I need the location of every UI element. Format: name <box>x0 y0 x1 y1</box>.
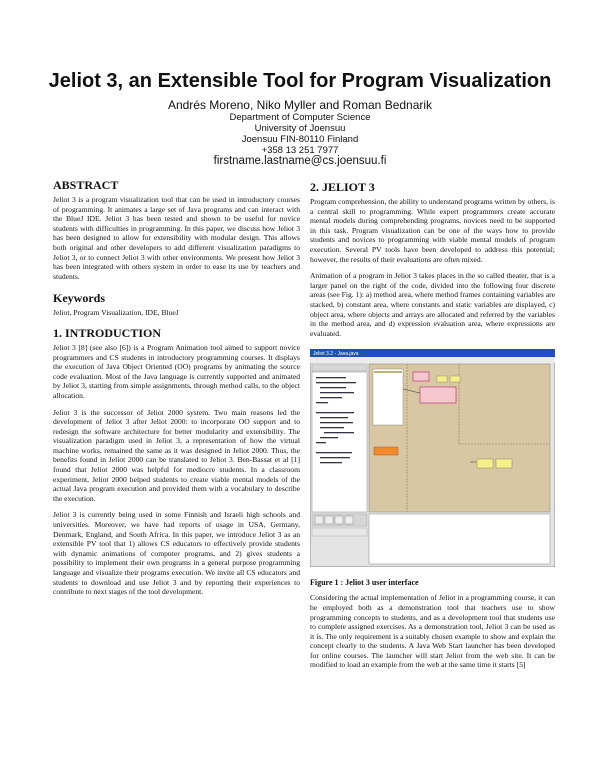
section2-paragraph-3: Considering the actual implementation of Jeliot in a programming course, it can be employed both as a demonstration tool that teachers use to show programming concepts to students, and as a development tool that students use to complete assigned exercises. As a demonstration tool, Jeliot 3 can be used as it is. The only requirement is a suitably chosen example to show and explain the concept clearly to the students. A Java Web Start launcher has been developed for online courses. The launcher will start Jeliot from the web site. It can be modified to load an example from the web at the same time it starts [5] <box>310 593 555 670</box>
section2-heading: 2. JELIOT 3 <box>310 180 375 194</box>
section2-paragraph-1: Program comprehension, the ability to understand programs written by others, is a central skill to programming. While expert programmers create accurate mental models during comprehending programs, novices need to be supported in this task. Program visualization can be one of the ways how to provide students and novices to programming with viable mental models of program execution. Several PV tools have been developed to address this potential; however, the results of their evaluations are often mixed. <box>310 197 555 264</box>
abstract-text: Jeliot 3 is a program visualization tool that can be used in introductory courses of programming. It animates a large set of Java programs and can interact with the BlueJ IDE. Jeliot 3 has been tested and shown to be useful for novice students with difficulties in programming. In this paper, we discuss how Jeliot 3 has been designed to allow for extensibility with modular design. This allows both original and other developers to add different visualization paradigms to Jeliot 3, or to connect Jeliot 3 with other environments. We present how Jeliot 3 has been integrated with others system in order to ease its use by teachers and students. <box>53 195 300 281</box>
object-box-large <box>420 387 456 403</box>
affiliation-address: Joensuu FIN-80110 Finland <box>241 134 359 145</box>
constant-value <box>374 447 398 455</box>
method-area-frame <box>373 369 403 425</box>
intro-paragraph-1: Jeliot 3 [8] (see also [6]) is a Program Animation tool aimed to support novice programmers and CS students in introductory programming courses. It displays the execution of Java Object Oriented (OO) programs by animating the source code evaluation. Most of the Java language is currently supported and animated by Jeliot 3, starting from simple assignments, through method calls, to the object allocation. <box>53 342 300 400</box>
affiliation-phone: +358 13 251 7977 <box>261 145 339 156</box>
paper-title: Jeliot 3, an Extensible Tool for Program Visualization <box>48 70 552 92</box>
left-column <box>53 172 300 604</box>
window-title: Jeliot 3.2 - Java.java <box>313 351 359 358</box>
right-column <box>310 172 555 677</box>
expression-value <box>477 459 493 468</box>
email: firstname.lastname@cs.joensuu.fi <box>213 155 387 167</box>
authors: Andrés Moreno, Niko Myller and Roman Bednarik <box>167 98 433 112</box>
introduction-heading: 1. INTRODUCTION <box>53 325 162 340</box>
output-console <box>369 514 550 564</box>
affiliation-university: University of Joensuu <box>254 123 346 134</box>
keywords-text: Jeliot, Program Visualization, IDE, BlueJ <box>53 308 179 318</box>
affiliation-department: Department of Computer Science <box>229 112 371 123</box>
keywords-heading: Keywords <box>53 291 105 306</box>
intro-paragraph-3: Jeliot 3 is currently being used in some Finnish and Israeli high schools and universities. Moreover, we have had reports of usage in USA, Germany, Denmark, England, and South Africa. In this paper, we introduce Jeliot 3 as an extensible PV tool that 1) allows CS educators to effectively provide students with dynamic animations of computer programs, and 2) gives students a possibility to implement their own programs in a general purpose programming language and visualize their programs execution. We invite all CS educators and students to download and use Jeliot 3 and by reporting their experiences to contribute to next stages of the tool development. <box>53 510 300 597</box>
figure-caption: Figure 1 : Jeliot 3 user interface <box>310 578 419 588</box>
jeliot-screenshot-figure <box>310 349 555 567</box>
intro-paragraph-2: Jeliot 3 is the successor of Jeliot 2000 system. Two main reasons led the development of Jeliot 3 after Jeliot 2000: to incorporate OO support and to redesign the software architecture for better modularity and extensibility. The visualization paradigm used in Jeliot 3, a representation of how the virtual machine works, remained the same as it was designed in Jeliot 2000. Thus, the benefits found in Jeliot 2000 can be translated to Jeliot 3. Ben-Bassat et al [1] found that Jeliot 2000 was helpful for mediocre students. In a classroom experiment, Jeliot 2000 helped students to create viable mental models of the actual Java program execution and provided them with a vocabulary to describe the execution. <box>53 407 300 503</box>
object-box <box>413 372 429 381</box>
abstract-heading: ABSTRACT <box>53 178 119 192</box>
section2-paragraph-2: Animation of a program in Jeliot 3 takes places in the so called theater, that is a larger panel on the right of the code, divided into the following four discrete areas (see Fig. 1): a) method area, where method frames containing variables are stacked, b) constant area, where constants and static variables are displayed, c) object area, where objects and arrays are allocated and referred by the variables in the method area, and d) expression evaluation area, where expressions are evaluated. <box>310 271 556 338</box>
